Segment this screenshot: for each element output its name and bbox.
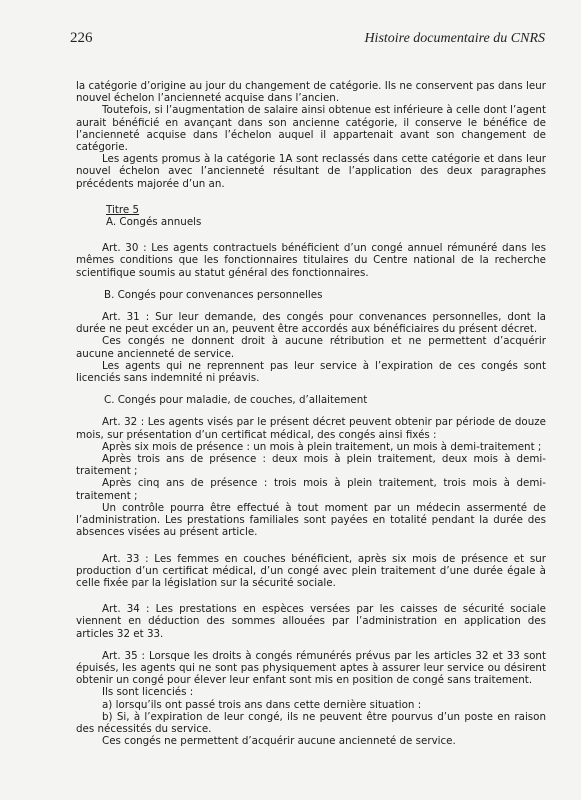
paragraph: la catégorie d’origine au jour du changement de catégorie. Ils ne conservent pas dans leur nouvel échelon l’ancienneté acquise dans l’ancien. <box>76 80 546 105</box>
article-34: Art. 34 : Les prestations en espèces versées par les caisses de sécurité sociale viennent en déduction des sommes allouées par l’administration en application des articles 32 et 33. <box>76 603 546 640</box>
running-title: Histoire documentaire du CNRS <box>364 31 545 46</box>
article-35: Art. 35 : Lorsque les droits à congés rémunérés prévus par les articles 32 et 33 sont épuisés, les agents qui ne sont pas physiquement aptes à assurer leur service ou désirent obtenir un congé pour élever leur enfant sont mis en position de congé sans traitement. <box>76 649 546 687</box>
page-number: 226 <box>70 30 93 46</box>
list-item: a) lorsqu’ils ont passé trois ans dans cette dernière situation : <box>102 698 422 711</box>
paragraph: Les agents qui ne reprennent pas leur service à l’expiration de ces congés sont licenciés sans indemnité ni préavis. <box>76 359 546 385</box>
list-item: Après six mois de présence : un mois à plein traitement, un mois à demi-traitement ; <box>102 440 542 453</box>
section-heading-b: B. Congés pour convenances personnelles <box>104 288 323 301</box>
paragraph: Ils sont licenciés : <box>102 686 194 699</box>
list-item: b) Si, à l’expiration de leur congé, ils ne peuvent être pourvus d’un poste en raison des nécessités du service. <box>76 710 546 735</box>
list-item: Après cinq ans de présence : trois mois à plein traitement, trois mois à demi-traitement ; <box>76 477 546 502</box>
paragraph: Toutefois, si l’augmentation de salaire ainsi obtenue est inférieure à celle dont l’agent aurait bénéficié en avançant dans son ancienne catégorie, il conserve le bénéfice de l’ancienneté acquise dans l’échelon auquel il appartenait avant son changement de catégorie. <box>76 104 546 154</box>
section-heading-a: A. Congés annuels <box>106 216 202 229</box>
paragraph: Ces congés ne donnent droit à aucune rétribution et ne permettent d’acquérir aucune ancienneté de service. <box>76 335 546 360</box>
paragraph: Les agents promus à la catégorie 1A sont reclassés dans cette catégorie et dans leur nouvel échelon avec l’ancienneté résultant de l’application des deux paragraphes précédents majorée d’un an. <box>76 153 546 190</box>
article-33: Art. 33 : Les femmes en couches bénéficient, après six mois de présence et sur production d’un certificat médical, d’un congé avec plein traitement d’une durée égale à celle fixée par la législation sur la sécurité sociale. <box>76 552 546 589</box>
list-item: Après trois ans de présence : deux mois à plein traitement, deux mois à demi-traitement ; <box>76 453 546 478</box>
article-32: Art. 32 : Les agents visés par le présent décret peuvent obtenir par période de douze mois, sur présentation d’un certificat médical, des congés ainsi fixés : <box>76 416 546 441</box>
section-heading-c: C. Congés pour maladie, de couches, d’allaitement <box>104 394 368 407</box>
paragraph: Ces congés ne permettent d’acquérir aucune ancienneté de service. <box>102 735 456 748</box>
document-body <box>76 80 546 747</box>
paragraph: Un contrôle pourra être effectué à tout moment par un médecin assermenté de l’administration. Les prestations familiales sont payées en totalité pendant la durée des absences visées au présent article. <box>76 501 546 539</box>
section-title: Titre 5 <box>106 203 140 216</box>
article-30: Art. 30 : Les agents contractuels bénéficient d’un congé annuel rémunéré dans les mêmes conditions que les fonctionnaires titulaires du Centre national de la recherche scientifique soumis au statut général des fonctionnaires. <box>76 242 546 279</box>
article-31: Art. 31 : Sur leur demande, des congés pour convenances personnelles, dont la durée ne peut excéder un an, peuvent être accordés aux bénéficiaires du présent décret. <box>76 311 546 336</box>
